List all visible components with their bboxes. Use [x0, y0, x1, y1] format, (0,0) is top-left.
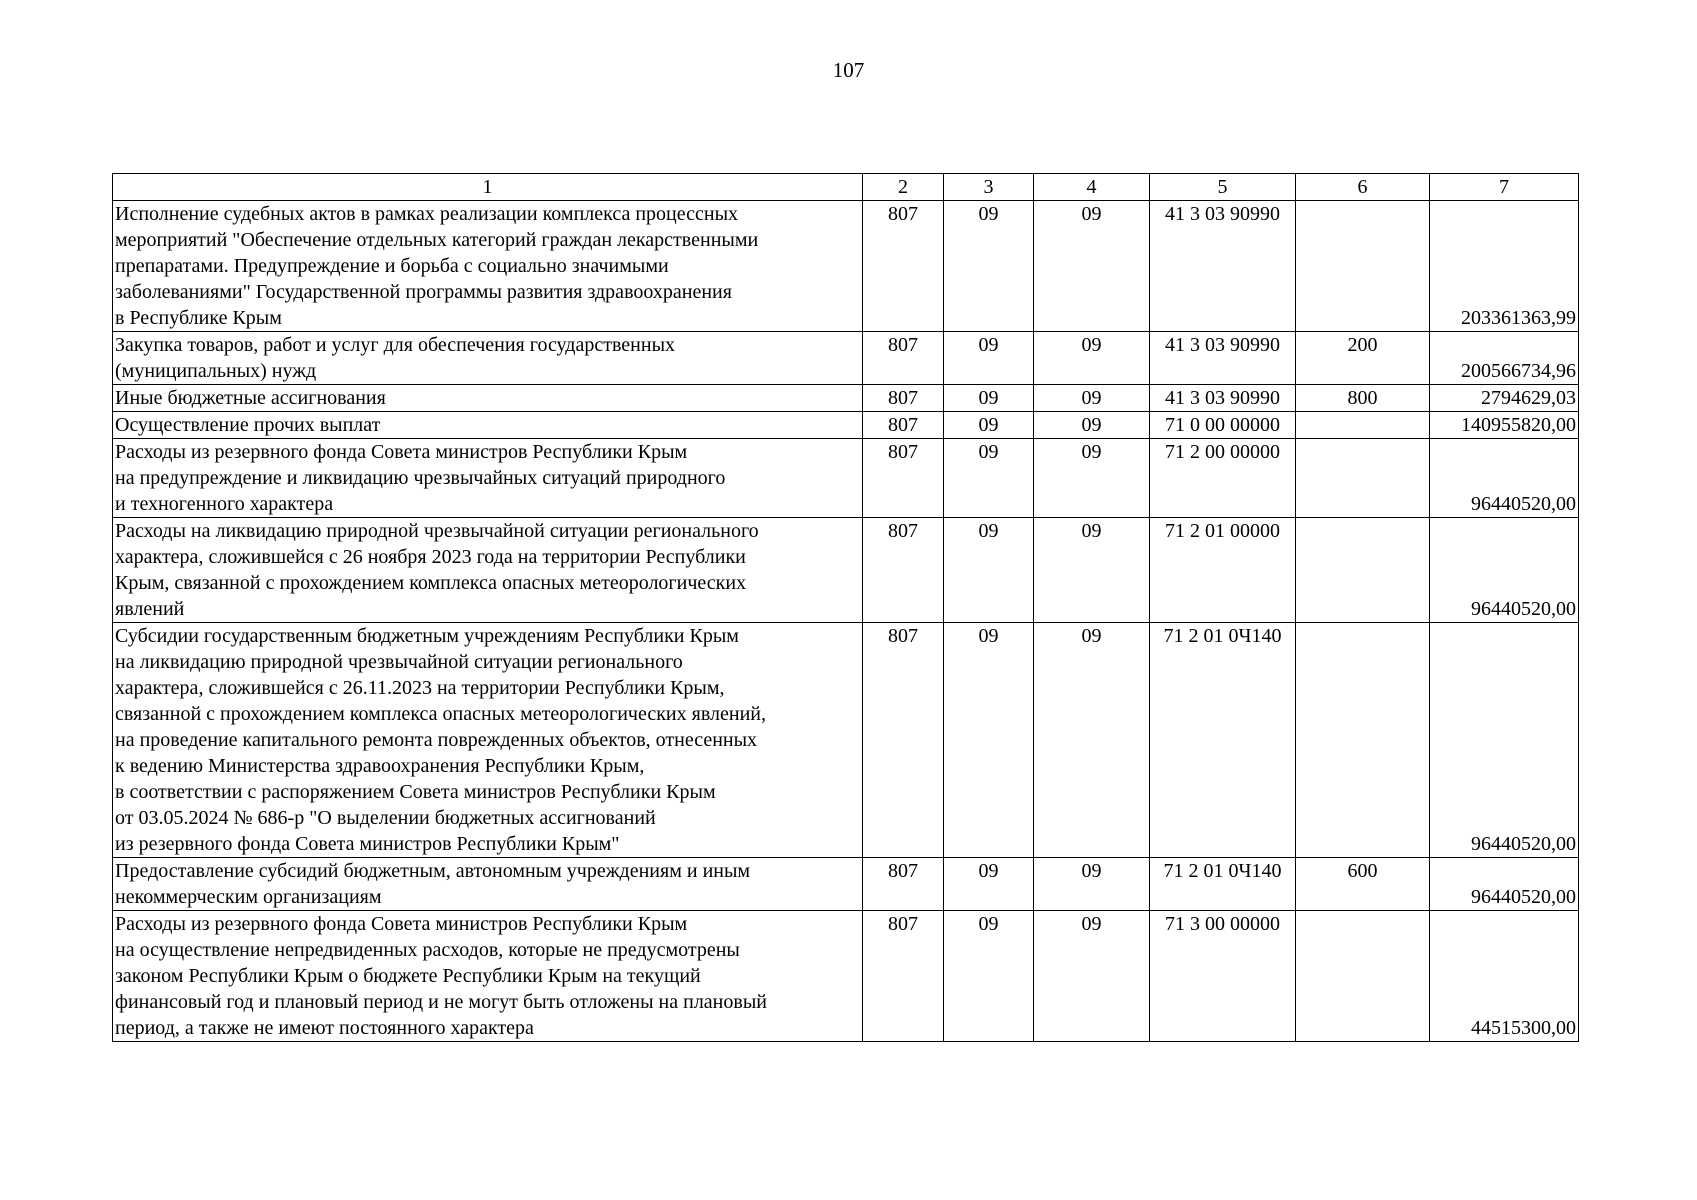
expense-name-cell	[113, 518, 863, 623]
column-number-7: 7	[1430, 174, 1579, 201]
budget-table	[112, 173, 1579, 1042]
expense-name-cell	[113, 623, 863, 858]
subsection-code-cell: 09	[1034, 518, 1150, 623]
amount-cell: 96440520,00	[1430, 858, 1579, 911]
expense-name-line: (муниципальных) нужд	[115, 360, 317, 382]
column-number-4: 4	[1034, 174, 1150, 201]
section-code-cell: 09	[944, 439, 1034, 518]
subsection-code-cell: 09	[1034, 385, 1150, 412]
column-number-row	[113, 174, 1579, 201]
expense-type-cell: 800	[1296, 385, 1430, 412]
expense-name-line: Исполнение судебных актов в рамках реализации комплекса процессных	[115, 203, 739, 225]
ministry-code-cell: 807	[863, 201, 944, 332]
column-number-1: 1	[113, 174, 863, 201]
expense-name-line: из резервного фонда Совета министров Республики Крым"	[115, 833, 620, 855]
column-number-6: 6	[1296, 174, 1430, 201]
expense-name-line: Расходы из резервного фонда Совета министров Республики Крым	[115, 441, 688, 463]
subsection-code-cell: 09	[1034, 623, 1150, 858]
expense-type-cell	[1296, 439, 1430, 518]
expense-name-line: к ведению Министерства здравоохранения Республики Крым,	[115, 755, 645, 777]
section-code-cell: 09	[944, 623, 1034, 858]
expense-name-line: и техногенного характера	[115, 493, 334, 515]
ministry-code-cell: 807	[863, 911, 944, 1042]
expense-type-cell: 600	[1296, 858, 1430, 911]
expense-type-cell	[1296, 911, 1430, 1042]
subsection-code-cell: 09	[1034, 858, 1150, 911]
expense-name-line: препаратами. Предупреждение и борьба с социально значимыми	[115, 255, 669, 277]
expense-name-line: Закупка товаров, работ и услуг для обеспечения государственных	[115, 334, 676, 356]
target-article-cell: 41 3 03 90990	[1150, 201, 1296, 332]
column-number-2: 2	[863, 174, 944, 201]
ministry-code-cell: 807	[863, 412, 944, 439]
section-code-cell: 09	[944, 385, 1034, 412]
ministry-code-cell: 807	[863, 623, 944, 858]
target-article-cell: 41 3 03 90990	[1150, 385, 1296, 412]
target-article-cell: 71 2 01 0Ч140	[1150, 858, 1296, 911]
expense-name-cell	[113, 385, 863, 412]
table-row	[113, 911, 1579, 1042]
target-article-cell: 71 3 00 00000	[1150, 911, 1296, 1042]
table-row	[113, 439, 1579, 518]
section-code-cell: 09	[944, 858, 1034, 911]
expense-name-line: Осуществление прочих выплат	[115, 414, 381, 436]
expense-name-line: на предупреждение и ликвидацию чрезвычайных ситуаций природного	[115, 467, 726, 489]
expense-type-cell	[1296, 518, 1430, 623]
expense-name-line: Крым, связанной с прохождением комплекса опасных метеорологических	[115, 572, 747, 594]
table-body	[113, 201, 1579, 1042]
table-row	[113, 332, 1579, 385]
ministry-code-cell: 807	[863, 858, 944, 911]
expense-name-line: на проведение капитального ремонта поврежденных объектов, отнесенных	[115, 729, 758, 751]
target-article-cell: 71 2 01 0Ч140	[1150, 623, 1296, 858]
expense-name-line: мероприятий "Обеспечение отдельных категорий граждан лекарственными	[115, 229, 759, 251]
expense-name-line: на осуществление непредвиденных расходов, которые не предусмотрены	[115, 939, 740, 961]
expense-name-line: от 03.05.2024 № 686-р "О выделении бюджетных ассигнований	[115, 807, 656, 829]
subsection-code-cell: 09	[1034, 412, 1150, 439]
amount-cell: 96440520,00	[1430, 518, 1579, 623]
expense-name-line: некоммерческим организациям	[115, 886, 382, 908]
expense-name-line: Субсидии государственным бюджетным учреждениям Республики Крым	[115, 625, 739, 647]
expense-name-line: в соответствии с распоряжением Совета министров Республики Крым	[115, 781, 716, 803]
expense-name-line: Предоставление субсидий бюджетным, автономным учреждениям и иным	[115, 860, 751, 882]
target-article-cell: 41 3 03 90990	[1150, 332, 1296, 385]
expense-name-cell	[113, 332, 863, 385]
expense-name-line: законом Республики Крым о бюджете Республики Крым на текущий	[115, 965, 701, 987]
target-article-cell: 71 2 01 00000	[1150, 518, 1296, 623]
ministry-code-cell: 807	[863, 518, 944, 623]
table-row	[113, 858, 1579, 911]
table-row	[113, 201, 1579, 332]
ministry-code-cell: 807	[863, 385, 944, 412]
column-number-3: 3	[944, 174, 1034, 201]
section-code-cell: 09	[944, 911, 1034, 1042]
expense-name-line: Иные бюджетные ассигнования	[115, 387, 386, 409]
table-row	[113, 385, 1579, 412]
expense-name-line: Расходы из резервного фонда Совета министров Республики Крым	[115, 913, 688, 935]
section-code-cell: 09	[944, 518, 1034, 623]
table-row	[113, 623, 1579, 858]
ministry-code-cell: 807	[863, 439, 944, 518]
ministry-code-cell: 807	[863, 332, 944, 385]
amount-cell: 96440520,00	[1430, 623, 1579, 858]
subsection-code-cell: 09	[1034, 439, 1150, 518]
subsection-code-cell: 09	[1034, 911, 1150, 1042]
expense-name-cell	[113, 412, 863, 439]
section-code-cell: 09	[944, 332, 1034, 385]
expense-name-cell	[113, 911, 863, 1042]
page-number: 107	[832, 58, 865, 82]
expense-name-line: связанной с прохождением комплекса опасных метеорологических явлений,	[115, 703, 766, 725]
target-article-cell: 71 0 00 00000	[1150, 412, 1296, 439]
amount-cell: 203361363,99	[1430, 201, 1579, 332]
section-code-cell: 09	[944, 201, 1034, 332]
amount-cell: 200566734,96	[1430, 332, 1579, 385]
expense-name-line: заболеваниями" Государственной программы развития здравоохранения	[115, 281, 732, 303]
column-number-5: 5	[1150, 174, 1296, 201]
amount-cell: 96440520,00	[1430, 439, 1579, 518]
expense-name-cell	[113, 439, 863, 518]
amount-cell: 2794629,03	[1430, 385, 1579, 412]
expense-type-cell	[1296, 623, 1430, 858]
expense-name-cell	[113, 201, 863, 332]
expense-name-line: период, а также не имеют постоянного характера	[115, 1017, 534, 1039]
section-code-cell: 09	[944, 412, 1034, 439]
expense-name-line: в Республике Крым	[115, 307, 282, 329]
table-row	[113, 412, 1579, 439]
amount-cell: 44515300,00	[1430, 911, 1579, 1042]
expense-name-line: Расходы на ликвидацию природной чрезвычайной ситуации регионального	[115, 520, 759, 542]
expense-type-cell	[1296, 201, 1430, 332]
expense-name-line: на ликвидацию природной чрезвычайной ситуации регионального	[115, 651, 683, 673]
target-article-cell: 71 2 00 00000	[1150, 439, 1296, 518]
table-row	[113, 518, 1579, 623]
expense-name-line: явлений	[115, 598, 185, 620]
expense-name-line: характера, сложившейся с 26.11.2023 на территории Республики Крым,	[115, 677, 725, 699]
amount-cell: 140955820,00	[1430, 412, 1579, 439]
expense-name-line: характера, сложившейся с 26 ноября 2023 года на территории Республики	[115, 546, 746, 568]
expense-name-cell	[113, 858, 863, 911]
expense-type-cell	[1296, 412, 1430, 439]
subsection-code-cell: 09	[1034, 201, 1150, 332]
subsection-code-cell: 09	[1034, 332, 1150, 385]
expense-name-line: финансовый год и плановый период и не могут быть отложены на плановый	[115, 991, 767, 1013]
expense-type-cell: 200	[1296, 332, 1430, 385]
